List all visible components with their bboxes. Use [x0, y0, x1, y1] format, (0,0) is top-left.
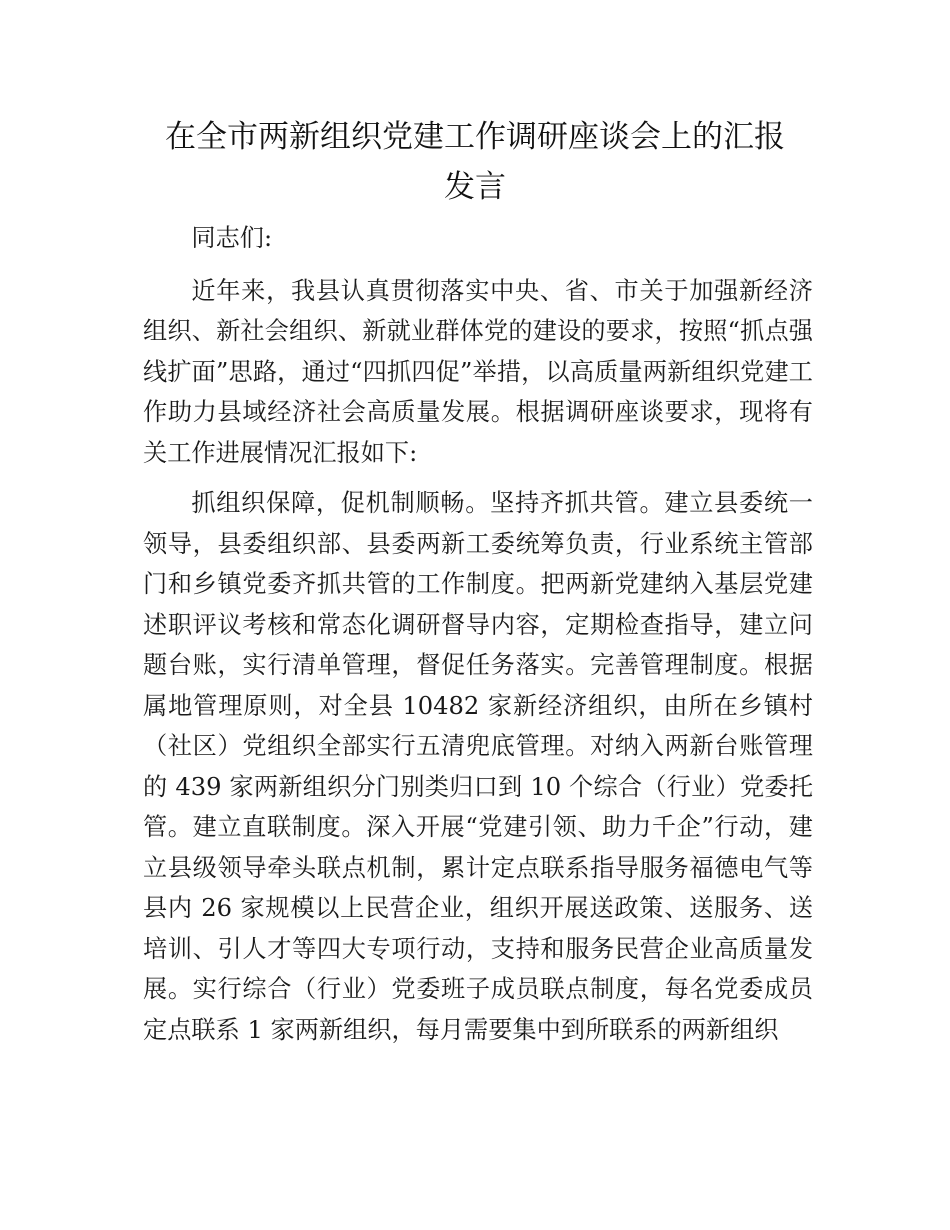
salutation: 同志们: [191, 224, 273, 252]
document-title [120, 112, 830, 212]
title-line-2: 发言 [444, 169, 506, 205]
paragraph-organization: 抓组织保障，促机制顺畅。坚持齐抓共管。建立县委统一领导，县委组织部、县委两新工委统筹负责，行业系统主管部门和乡镇党委齐抓共管的工作制度。把两新党建纳入基层党建述职评议考核和常态化调研督导内容，定期检查指导，建立问题台账，实行清单管理，督促任务落实。完善管理制度。根据属地管理原则，对全县 10482 家新经济组织，由所在乡镇村（社区）党组织全部实行五清兜底管理。对纳入两新台账管理的 439 家两新组织分门别类归口到 10 个综合（行业）党委托管。建立直联制度。深入开展“党建引领、助力千企”行动，建立县级领导牵头联点机制，累计定点联系指导服务福德电气等县内 26 家规模以上民营企业，组织开展送政策、送服务、送培训、引人才等四大专项行动，支持和服务民营企业高质量发展。实行综合（行业）党委班子成员联点制度，每名党委成员定点联系 1 家两新组织，每月需要集中到所联系的两新组织 [143, 489, 813, 1044]
paragraph-intro: 近年来，我县认真贯彻落实中央、省、市关于加强新经济组织、新社会组织、新就业群体党的建设的要求，按照“抓点强线扩面”思路，通过“四抓四促”举措，以高质量两新组织党建工作助力县域经济社会高质量发展。根据调研座谈要求，现将有关工作进展情况汇报如下: [143, 276, 813, 467]
title-line-1: 在全市两新组织党建工作调研座谈会上的汇报 [165, 119, 785, 155]
document-body [143, 218, 813, 1060]
